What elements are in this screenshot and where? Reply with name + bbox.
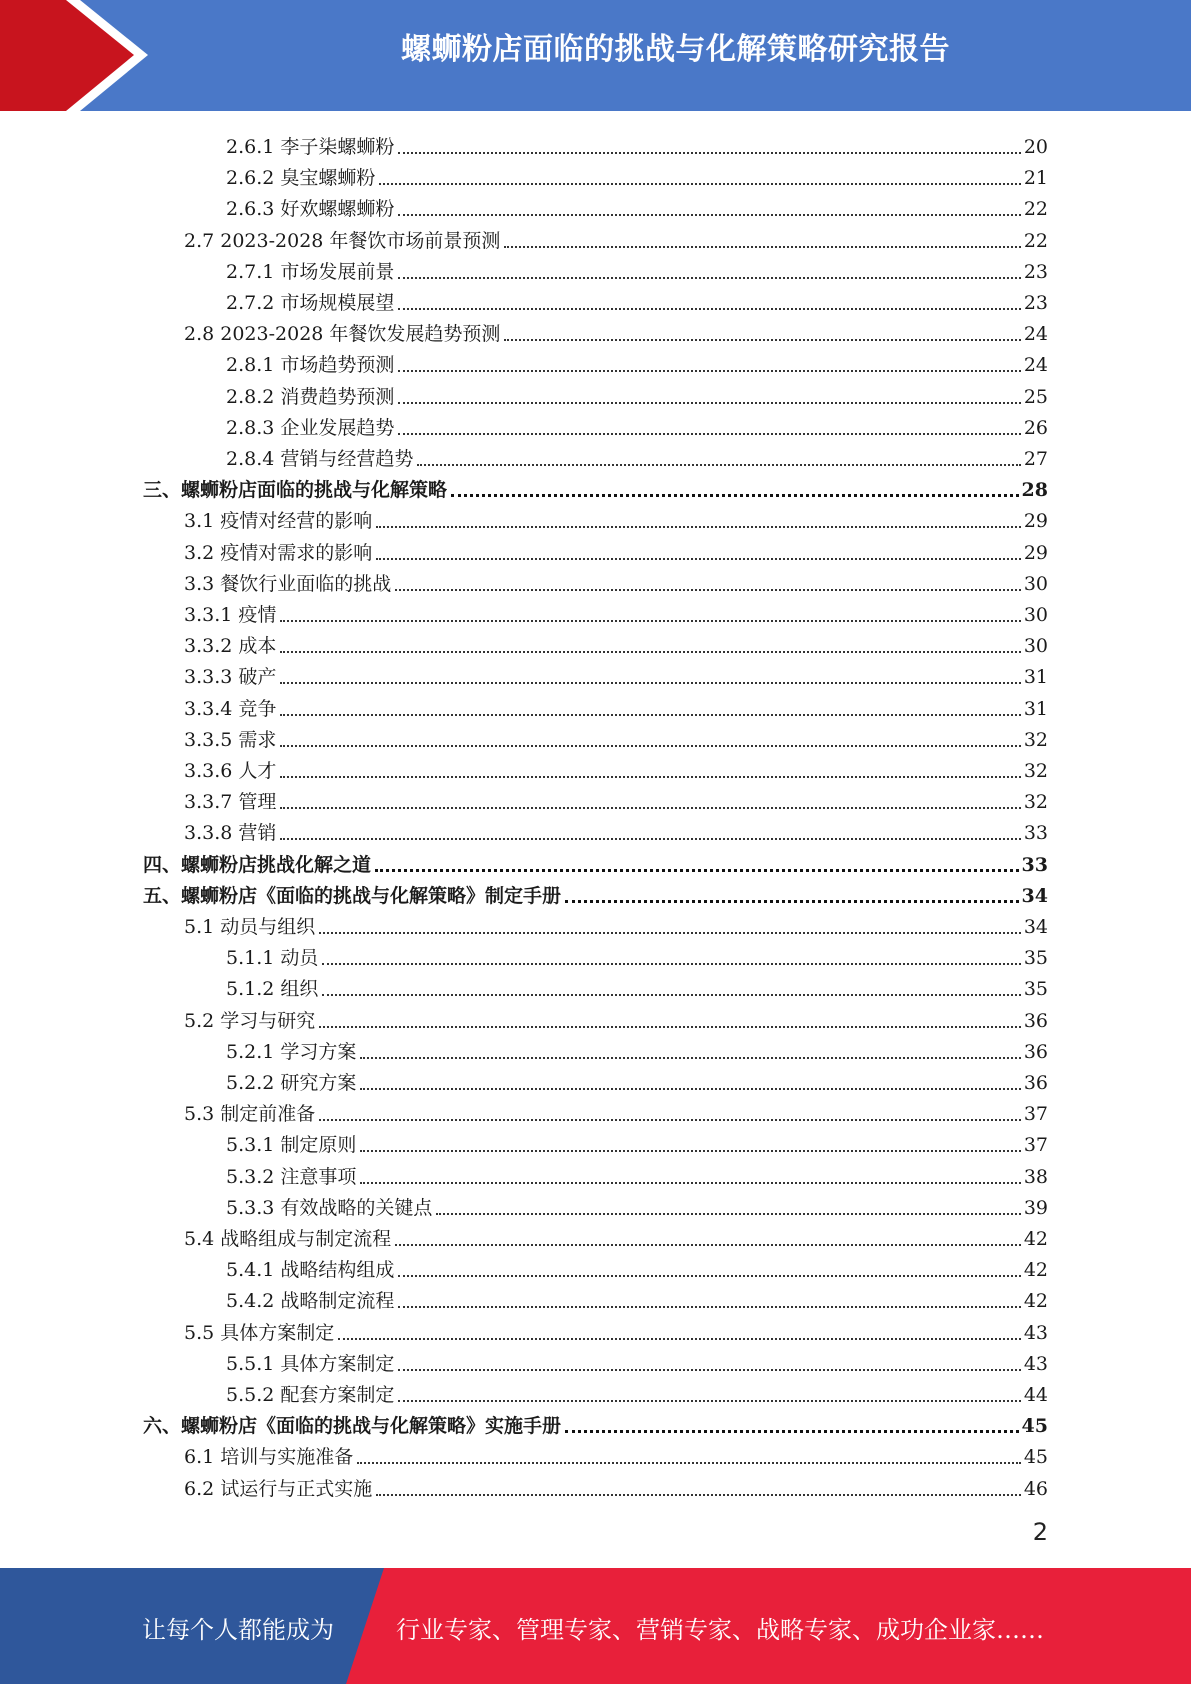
toc-dot-leader bbox=[319, 1119, 1021, 1121]
toc-entry-page: 33 bbox=[1023, 822, 1048, 845]
toc-entry-title: 3.3.6 人才 bbox=[184, 760, 277, 782]
toc-entry[interactable] bbox=[143, 1407, 1048, 1438]
toc-dot-leader bbox=[398, 433, 1020, 435]
toc-entry-page: 42 bbox=[1023, 1290, 1048, 1313]
toc-entry-page: 21 bbox=[1023, 167, 1048, 190]
toc-entry-title: 2.8.1 市场趋势预测 bbox=[226, 354, 395, 377]
toc-entry-page: 31 bbox=[1023, 697, 1048, 720]
toc-entry[interactable] bbox=[226, 409, 1048, 440]
footer-banner bbox=[0, 1568, 1191, 1684]
toc-entry-page: 45 bbox=[1023, 1446, 1048, 1469]
toc-entry[interactable] bbox=[143, 471, 1048, 502]
toc-entry-page: 42 bbox=[1023, 1228, 1048, 1250]
toc-entry[interactable] bbox=[184, 627, 1048, 658]
toc-entry-page: 35 bbox=[1023, 978, 1048, 1001]
toc-dot-leader bbox=[322, 994, 1020, 996]
toc-dot-leader bbox=[376, 1494, 1021, 1496]
toc-entry-title: 3.3.4 竞争 bbox=[184, 697, 277, 720]
toc-entry[interactable] bbox=[184, 315, 1048, 346]
toc-entry[interactable] bbox=[184, 658, 1048, 689]
toc-dot-leader bbox=[398, 277, 1020, 279]
toc-entry[interactable] bbox=[184, 783, 1048, 814]
toc-entry-title: 2.6.2 臭宝螺蛳粉 bbox=[226, 167, 376, 190]
toc-entry-page: 32 bbox=[1023, 728, 1048, 751]
toc-dot-leader bbox=[398, 1306, 1020, 1308]
footer-slogan-left: 让每个人都能成为 bbox=[142, 1616, 334, 1644]
toc-entry-page: 22 bbox=[1023, 229, 1048, 252]
toc-dot-leader bbox=[280, 682, 1020, 684]
toc-dot-leader bbox=[360, 1088, 1020, 1090]
toc-dot-leader bbox=[280, 807, 1020, 809]
toc-entry[interactable] bbox=[143, 846, 1048, 877]
toc-dot-leader bbox=[504, 339, 1020, 341]
toc-entry-title: 2.8 2023-2028 年餐饮发展趋势预测 bbox=[184, 323, 501, 346]
toc-dot-leader bbox=[280, 651, 1020, 653]
toc-entry-page: 30 bbox=[1023, 572, 1048, 595]
toc-entry-page: 34 bbox=[1021, 884, 1048, 907]
toc-entry-page: 33 bbox=[1021, 853, 1048, 876]
page-number: 2 bbox=[1032, 1518, 1048, 1546]
footer-slogan-right: 行业专家、管理专家、营销专家、战略专家、成功企业家…… bbox=[396, 1616, 1044, 1644]
toc-entry[interactable] bbox=[226, 1033, 1048, 1064]
toc-entry-title: 3.3.8 营销 bbox=[184, 822, 277, 845]
toc-entry-title: 2.7.2 市场规模展望 bbox=[226, 292, 395, 314]
toc-entry-page: 37 bbox=[1023, 1134, 1048, 1157]
toc-entry-title: 2.6.1 李子柒螺蛳粉 bbox=[226, 136, 395, 158]
toc-entry-page: 37 bbox=[1023, 1103, 1048, 1126]
toc-entry-page: 20 bbox=[1023, 136, 1048, 158]
toc-entry[interactable] bbox=[226, 1345, 1048, 1376]
toc-dot-leader bbox=[565, 1430, 1019, 1433]
header-banner bbox=[0, 0, 1191, 111]
toc-entry-page: 23 bbox=[1023, 292, 1048, 314]
toc-entry-title: 5.5.1 具体方案制定 bbox=[226, 1352, 395, 1375]
toc-entry[interactable] bbox=[184, 721, 1048, 752]
toc-entry-page: 35 bbox=[1023, 947, 1048, 970]
toc-dot-leader bbox=[280, 620, 1020, 622]
toc-entry-title: 6.2 试运行与正式实施 bbox=[184, 1477, 373, 1500]
report-title: 螺蛳粉店面临的挑战与化解策略研究报告 bbox=[401, 32, 950, 67]
toc-entry-title: 5.2.1 学习方案 bbox=[226, 1040, 357, 1063]
toc-entry-page: 45 bbox=[1021, 1415, 1048, 1438]
toc-entry[interactable] bbox=[184, 690, 1048, 721]
toc-entry[interactable] bbox=[184, 534, 1048, 565]
toc-entry[interactable] bbox=[226, 970, 1048, 1001]
toc-entry[interactable] bbox=[184, 502, 1048, 533]
toc-entry[interactable] bbox=[226, 1282, 1048, 1313]
toc-entry-title: 五、螺蛳粉店《面临的挑战与化解策略》制定手册 bbox=[143, 884, 562, 907]
toc-entry[interactable] bbox=[184, 565, 1048, 596]
toc-entry-title: 2.7 2023-2028 年餐饮市场前景预测 bbox=[184, 229, 501, 252]
toc-entry-page: 36 bbox=[1023, 1009, 1048, 1032]
toc-entry[interactable] bbox=[226, 939, 1048, 970]
toc-dot-leader bbox=[398, 370, 1020, 372]
toc-dot-leader bbox=[360, 1182, 1020, 1184]
toc-entry-title: 3.3.7 管理 bbox=[184, 791, 277, 814]
toc-dot-leader bbox=[398, 1400, 1020, 1402]
toc-dot-leader bbox=[357, 1462, 1021, 1464]
toc-dot-leader bbox=[280, 714, 1020, 716]
toc-entry[interactable] bbox=[184, 222, 1048, 253]
toc-dot-leader bbox=[398, 1369, 1020, 1371]
toc-entry-page: 25 bbox=[1023, 385, 1048, 408]
toc-entry-page: 22 bbox=[1023, 198, 1048, 221]
toc-dot-leader bbox=[398, 1275, 1020, 1277]
toc-entry-title: 3.1 疫情对经营的影响 bbox=[184, 510, 373, 533]
toc-entry-title: 5.5 具体方案制定 bbox=[184, 1321, 335, 1344]
toc-entry-title: 3.3.1 疫情 bbox=[184, 604, 277, 626]
toc-entry[interactable] bbox=[184, 596, 1048, 627]
toc-entry[interactable] bbox=[184, 908, 1048, 939]
toc-entry[interactable] bbox=[226, 378, 1048, 409]
toc-entry-page: 26 bbox=[1023, 416, 1048, 439]
toc-entry-page: 38 bbox=[1023, 1165, 1048, 1188]
toc-dot-leader bbox=[395, 1244, 1021, 1246]
toc-entry-title: 5.1.2 组织 bbox=[226, 978, 319, 1001]
toc-entry-title: 5.1.1 动员 bbox=[226, 947, 319, 970]
toc-entry-title: 2.8.4 营销与经营趋势 bbox=[226, 448, 414, 470]
toc-entry-title: 5.3.1 制定原则 bbox=[226, 1134, 357, 1157]
toc-entry-page: 42 bbox=[1023, 1259, 1048, 1282]
toc-entry[interactable] bbox=[226, 284, 1048, 315]
toc-entry[interactable] bbox=[226, 190, 1048, 221]
toc-dot-leader bbox=[398, 308, 1020, 310]
toc-dot-leader bbox=[280, 745, 1020, 747]
toc-dot-leader bbox=[280, 776, 1020, 778]
toc-entry-title: 2.8.3 企业发展趋势 bbox=[226, 416, 395, 439]
header-arrow-decoration bbox=[0, 0, 160, 111]
toc-entry[interactable] bbox=[226, 346, 1048, 377]
toc-entry-page: 43 bbox=[1023, 1321, 1048, 1344]
toc-entry-title: 2.6.3 好欢螺螺蛳粉 bbox=[226, 198, 395, 221]
toc-dot-leader bbox=[376, 558, 1021, 560]
toc-entry[interactable] bbox=[226, 128, 1048, 159]
toc-entry-title: 2.8.2 消费趋势预测 bbox=[226, 385, 395, 408]
toc-entry-title: 5.4.2 战略制定流程 bbox=[226, 1290, 395, 1313]
toc-dot-leader bbox=[338, 1338, 1021, 1340]
toc-entry[interactable] bbox=[226, 1189, 1048, 1220]
toc-entry[interactable] bbox=[226, 159, 1048, 190]
toc-entry-page: 43 bbox=[1023, 1352, 1048, 1375]
toc-dot-leader bbox=[565, 900, 1019, 903]
toc-dot-leader bbox=[398, 152, 1020, 154]
toc-entry[interactable] bbox=[226, 440, 1048, 471]
toc-entry-page: 27 bbox=[1023, 448, 1048, 470]
toc-entry-title: 2.7.1 市场发展前景 bbox=[226, 260, 395, 283]
toc-entry-title: 5.2.2 研究方案 bbox=[226, 1072, 357, 1094]
toc-entry[interactable] bbox=[226, 1158, 1048, 1189]
toc-entry-page: 32 bbox=[1023, 760, 1048, 782]
toc-entry-title: 3.3.2 成本 bbox=[184, 635, 277, 658]
toc-entry[interactable] bbox=[184, 1095, 1048, 1126]
toc-entry[interactable] bbox=[184, 1470, 1048, 1501]
toc-dot-leader bbox=[376, 526, 1021, 528]
toc-dot-leader bbox=[375, 869, 1019, 872]
toc-dot-leader bbox=[398, 402, 1020, 404]
toc-dot-leader bbox=[319, 1026, 1021, 1028]
toc-entry-page: 30 bbox=[1023, 604, 1048, 626]
toc-dot-leader bbox=[504, 246, 1020, 248]
toc-entry[interactable] bbox=[184, 752, 1048, 783]
toc-entry-page: 24 bbox=[1023, 354, 1048, 377]
toc-entry[interactable] bbox=[226, 1126, 1048, 1157]
toc-entry-page: 29 bbox=[1023, 541, 1048, 564]
toc-entry-page: 46 bbox=[1023, 1477, 1048, 1500]
toc-entry-page: 39 bbox=[1023, 1196, 1048, 1219]
toc-entry-title: 3.3 餐饮行业面临的挑战 bbox=[184, 572, 392, 595]
toc-dot-leader bbox=[360, 1057, 1020, 1059]
toc-dot-leader bbox=[398, 214, 1020, 216]
toc-entry-title: 5.4.1 战略结构组成 bbox=[226, 1259, 395, 1282]
toc-dot-leader bbox=[280, 838, 1020, 840]
toc-entry[interactable] bbox=[184, 814, 1048, 845]
toc-entry[interactable] bbox=[184, 1314, 1048, 1345]
toc-entry-page: 28 bbox=[1021, 479, 1048, 502]
toc-entry-page: 32 bbox=[1023, 791, 1048, 814]
toc-entry[interactable] bbox=[184, 1220, 1048, 1251]
toc-entry-page: 24 bbox=[1023, 323, 1048, 346]
toc-entry-page: 29 bbox=[1023, 510, 1048, 533]
toc-dot-leader bbox=[322, 963, 1020, 965]
toc-dot-leader bbox=[451, 494, 1019, 497]
toc-entry[interactable] bbox=[184, 1002, 1048, 1033]
toc-entry[interactable] bbox=[226, 1376, 1048, 1407]
toc-entry-page: 36 bbox=[1023, 1040, 1048, 1063]
toc-entry-title: 5.4 战略组成与制定流程 bbox=[184, 1228, 392, 1250]
toc-entry-title: 三、螺蛳粉店面临的挑战与化解策略 bbox=[143, 479, 448, 502]
toc-dot-leader bbox=[417, 464, 1020, 466]
toc-entry-page: 44 bbox=[1023, 1384, 1048, 1406]
toc-dot-leader bbox=[319, 932, 1021, 934]
toc-entry-page: 36 bbox=[1023, 1072, 1048, 1094]
toc-dot-leader bbox=[436, 1213, 1020, 1215]
toc-entry-title: 5.2 学习与研究 bbox=[184, 1009, 316, 1032]
toc-entry-page: 23 bbox=[1023, 260, 1048, 283]
toc-dot-leader bbox=[360, 1150, 1020, 1152]
toc-entry-title: 3.3.3 破产 bbox=[184, 666, 277, 689]
toc-entry-title: 5.1 动员与组织 bbox=[184, 916, 316, 938]
toc-entry-title: 四、螺蛳粉店挑战化解之道 bbox=[143, 853, 372, 876]
toc-entry-title: 3.3.5 需求 bbox=[184, 728, 277, 751]
toc-dot-leader bbox=[379, 183, 1020, 185]
toc-entry-title: 六、螺蛳粉店《面临的挑战与化解策略》实施手册 bbox=[143, 1415, 562, 1438]
toc-entry-title: 6.1 培训与实施准备 bbox=[184, 1446, 354, 1469]
toc-entry[interactable] bbox=[226, 253, 1048, 284]
toc-entry-page: 31 bbox=[1023, 666, 1048, 689]
toc-entry[interactable] bbox=[226, 1064, 1048, 1095]
toc-entry-title: 5.3.3 有效战略的关键点 bbox=[226, 1196, 433, 1219]
toc-entry-page: 34 bbox=[1023, 916, 1048, 938]
toc-entry[interactable] bbox=[184, 1438, 1048, 1469]
toc-dot-leader bbox=[395, 589, 1021, 591]
toc-entry-title: 3.2 疫情对需求的影响 bbox=[184, 541, 373, 564]
toc-entry-title: 5.3 制定前准备 bbox=[184, 1103, 316, 1126]
toc-entry[interactable] bbox=[143, 877, 1048, 908]
toc-entry-title: 5.5.2 配套方案制定 bbox=[226, 1384, 395, 1406]
toc-entry[interactable] bbox=[226, 1251, 1048, 1282]
toc-entry-title: 5.3.2 注意事项 bbox=[226, 1165, 357, 1188]
toc-entry-page: 30 bbox=[1023, 635, 1048, 658]
